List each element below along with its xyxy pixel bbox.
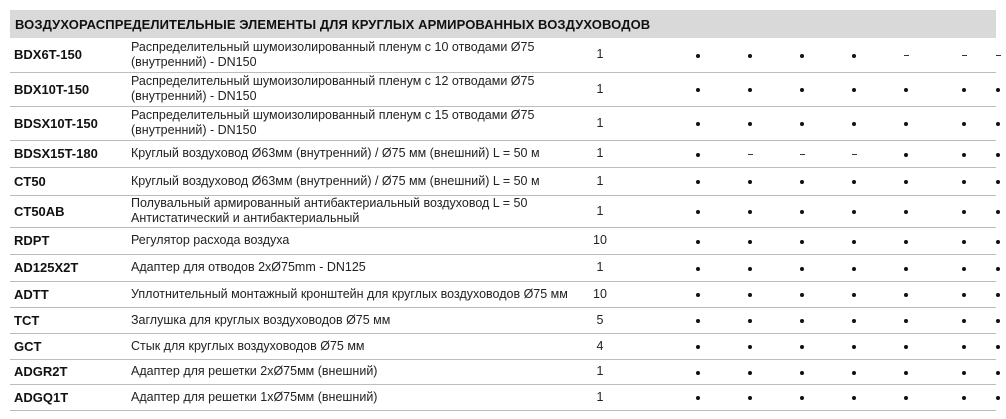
product-code: BDX6T-150: [10, 38, 131, 72]
product-code: BDSX10T-150: [10, 106, 131, 140]
product-code: ADTT: [10, 281, 131, 307]
table-row: [10, 384, 996, 410]
bullet-icon: [904, 88, 908, 92]
product-description: [131, 333, 586, 359]
description-line-1: Круглый воздуховод Ø63мм (внутренний) / Ø75 мм (внешний) L = 50 м: [131, 173, 540, 188]
compatibility-cell: [776, 359, 828, 384]
dash-icon: [748, 154, 753, 155]
table-row: [10, 359, 996, 384]
compatibility-cell: [880, 254, 932, 281]
compatibility-cell: [828, 254, 880, 281]
table-body: [10, 38, 996, 410]
compatibility-cell: [672, 307, 724, 333]
product-description: [131, 106, 586, 140]
compatibility-cell: [724, 254, 776, 281]
bullet-icon: [696, 345, 700, 349]
table-row: [10, 281, 996, 307]
compatibility-cell: [776, 227, 828, 254]
compatibility-cell: [880, 38, 932, 72]
bullet-icon: [904, 122, 908, 126]
table-row: [10, 106, 996, 140]
product-description: [131, 140, 586, 167]
bullet-icon: [996, 122, 1000, 126]
spacer-cell: [620, 254, 672, 281]
product-code: GCT: [10, 333, 131, 359]
compatibility-cell: [880, 384, 932, 410]
bullet-icon: [696, 267, 700, 271]
compatibility-cell: [724, 140, 776, 167]
compatibility-cell: [828, 384, 880, 410]
compatibility-cell: [724, 38, 776, 72]
bullet-icon: [748, 210, 752, 214]
compatibility-cell: [828, 333, 880, 359]
product-description: [131, 167, 586, 195]
compatibility-cell: [776, 140, 828, 167]
bullet-icon: [996, 210, 1000, 214]
bullet-icon: [852, 122, 856, 126]
product-code: CT50AB: [10, 195, 131, 227]
bullet-icon: [852, 345, 856, 349]
bullet-icon: [996, 240, 1000, 244]
product-description: [131, 38, 586, 72]
compatibility-cell: [932, 167, 996, 195]
description-line-1: Регулятор расхода воздуха: [131, 233, 290, 247]
table-row: [10, 227, 996, 254]
bullet-icon: [904, 293, 908, 297]
quantity: 1: [586, 106, 620, 140]
compatibility-cell: [932, 307, 996, 333]
bullet-icon: [800, 319, 804, 323]
description-line-2: (внутренний) - DN150: [131, 54, 257, 69]
bullet-icon: [852, 240, 856, 244]
compatibility-cell: [880, 72, 932, 106]
compatibility-cell: [776, 281, 828, 307]
compatibility-cell: [932, 281, 996, 307]
compatibility-cell: [724, 167, 776, 195]
description-line-1: Распределительный шумоизолированный пленум с 15 отводами Ø75: [131, 108, 535, 122]
bullet-icon: [852, 180, 856, 184]
description-line-1: Адаптер для решетки 1xØ75мм (внешний): [131, 389, 378, 404]
bullet-icon: [962, 240, 966, 244]
bullet-icon: [904, 345, 908, 349]
bullet-icon: [904, 371, 908, 375]
accessories-table: [10, 38, 996, 411]
compatibility-cell: [672, 106, 724, 140]
bullet-icon: [800, 293, 804, 297]
spacer-cell: [620, 227, 672, 254]
product-code: AD125X2T: [10, 254, 131, 281]
section-title: ВОЗДУХОРАСПРЕДЕЛИТЕЛЬНЫЕ ЭЛЕМЕНТЫ ДЛЯ КРУГЛЫХ АРМИРОВАННЫХ ВОЗДУХОВОДОВ: [10, 10, 996, 38]
bullet-icon: [800, 345, 804, 349]
bullet-icon: [996, 293, 1000, 297]
dash-icon: [852, 154, 857, 155]
bullet-icon: [962, 122, 966, 126]
bullet-icon: [748, 88, 752, 92]
bullet-icon: [996, 88, 1000, 92]
bullet-icon: [852, 210, 856, 214]
product-code: RDPT: [10, 227, 131, 254]
bullet-icon: [962, 210, 966, 214]
compatibility-cell: [880, 307, 932, 333]
bullet-icon: [904, 240, 908, 244]
compatibility-cell: [828, 359, 880, 384]
description-line-1: Стык для круглых воздуховодов Ø75 мм: [131, 338, 365, 353]
compatibility-cell: [932, 195, 996, 227]
product-code: ADGQ1T: [10, 384, 131, 410]
description-line-1: Заглушка для круглых воздуховодов Ø75 мм: [131, 312, 391, 327]
product-code: ADGR2T: [10, 359, 131, 384]
bullet-icon: [748, 267, 752, 271]
compatibility-cell: [724, 307, 776, 333]
bullet-icon: [800, 54, 804, 58]
compatibility-cell: [776, 72, 828, 106]
spacer-cell: [620, 140, 672, 167]
quantity: 1: [586, 167, 620, 195]
compatibility-cell: [724, 384, 776, 410]
dash-icon: [996, 55, 1001, 56]
spacer-cell: [620, 38, 672, 72]
description-line-2: (внутренний) - DN150: [131, 123, 257, 137]
compatibility-cell: [932, 384, 996, 410]
description-line-1: Адаптер для решетки 2xØ75мм (внешний): [131, 364, 378, 378]
bullet-icon: [696, 293, 700, 297]
compatibility-cell: [828, 106, 880, 140]
compatibility-cell: [672, 384, 724, 410]
compatibility-cell: [776, 195, 828, 227]
compatibility-cell: [724, 195, 776, 227]
compatibility-cell: [880, 359, 932, 384]
table-row: [10, 254, 996, 281]
compatibility-cell: [880, 106, 932, 140]
compatibility-cell: [932, 333, 996, 359]
table-row: [10, 195, 996, 227]
description-line-2: Антистатический и антибактериальный: [131, 211, 360, 225]
bullet-icon: [800, 180, 804, 184]
product-code: CT50: [10, 167, 131, 195]
compatibility-cell: [776, 307, 828, 333]
bullet-icon: [748, 240, 752, 244]
compatibility-cell: [724, 72, 776, 106]
dash-icon: [962, 55, 967, 56]
quantity: 1: [586, 359, 620, 384]
product-description: [131, 195, 586, 227]
compatibility-cell: [724, 106, 776, 140]
bullet-icon: [962, 319, 966, 323]
bullet-icon: [962, 371, 966, 375]
bullet-icon: [962, 293, 966, 297]
spacer-cell: [620, 333, 672, 359]
compatibility-cell: [932, 140, 996, 167]
bullet-icon: [852, 88, 856, 92]
bullet-icon: [962, 396, 966, 400]
quantity: 1: [586, 72, 620, 106]
bullet-icon: [852, 267, 856, 271]
bullet-icon: [962, 345, 966, 349]
spacer-cell: [620, 195, 672, 227]
table-row: [10, 72, 996, 106]
bullet-icon: [996, 396, 1000, 400]
compatibility-cell: [880, 195, 932, 227]
bullet-icon: [904, 153, 908, 157]
description-line-1: Распределительный шумоизолированный пленум с 10 отводами Ø75: [131, 39, 535, 54]
compatibility-cell: [932, 254, 996, 281]
compatibility-cell: [672, 227, 724, 254]
product-description: [131, 72, 586, 106]
description-line-1: Уплотнительный монтажный кронштейн для круглых воздуховодов Ø75 мм: [131, 286, 568, 301]
accessories-sheet: [10, 10, 996, 411]
compatibility-cell: [724, 281, 776, 307]
compatibility-cell: [828, 167, 880, 195]
quantity: 10: [586, 281, 620, 307]
product-description: [131, 254, 586, 281]
bullet-icon: [852, 54, 856, 58]
bullet-icon: [696, 396, 700, 400]
bullet-icon: [696, 54, 700, 58]
compatibility-cell: [776, 106, 828, 140]
compatibility-cell: [932, 227, 996, 254]
compatibility-cell: [880, 167, 932, 195]
compatibility-cell: [932, 72, 996, 106]
compatibility-cell: [828, 281, 880, 307]
compatibility-cell: [776, 38, 828, 72]
quantity: 10: [586, 227, 620, 254]
bullet-icon: [800, 267, 804, 271]
bullet-icon: [962, 267, 966, 271]
compatibility-cell: [672, 254, 724, 281]
product-code: TCT: [10, 307, 131, 333]
bullet-icon: [696, 319, 700, 323]
bullet-icon: [962, 180, 966, 184]
compatibility-cell: [672, 333, 724, 359]
spacer-cell: [620, 307, 672, 333]
bullet-icon: [996, 319, 1000, 323]
compatibility-cell: [672, 167, 724, 195]
spacer-cell: [620, 281, 672, 307]
compatibility-cell: [672, 38, 724, 72]
compatibility-cell: [932, 38, 996, 72]
bullet-icon: [800, 371, 804, 375]
bullet-icon: [800, 210, 804, 214]
dash-icon: [904, 55, 909, 56]
bullet-icon: [904, 267, 908, 271]
bullet-icon: [852, 396, 856, 400]
bullet-icon: [748, 180, 752, 184]
description-line-2: (внутренний) - DN150: [131, 89, 257, 103]
bullet-icon: [800, 240, 804, 244]
bullet-icon: [696, 88, 700, 92]
compatibility-cell: [724, 227, 776, 254]
bullet-icon: [996, 153, 1000, 157]
quantity: 1: [586, 195, 620, 227]
bullet-icon: [852, 293, 856, 297]
table-row: [10, 38, 996, 72]
bullet-icon: [696, 122, 700, 126]
table-row: [10, 167, 996, 195]
description-line-1: Распределительный шумоизолированный пленум с 12 отводами Ø75: [131, 74, 535, 88]
bullet-icon: [962, 88, 966, 92]
spacer-cell: [620, 72, 672, 106]
spacer-cell: [620, 106, 672, 140]
compatibility-cell: [880, 140, 932, 167]
compatibility-cell: [880, 333, 932, 359]
bullet-icon: [996, 345, 1000, 349]
spacer-cell: [620, 384, 672, 410]
spacer-cell: [620, 167, 672, 195]
product-description: [131, 227, 586, 254]
spacer-cell: [620, 359, 672, 384]
compatibility-cell: [880, 281, 932, 307]
table-row: [10, 333, 996, 359]
bullet-icon: [852, 319, 856, 323]
description-line-1: Адаптер для отводов 2xØ75mm - DN125: [131, 260, 366, 274]
compatibility-cell: [828, 72, 880, 106]
product-description: [131, 359, 586, 384]
quantity: 1: [586, 254, 620, 281]
quantity: 1: [586, 384, 620, 410]
bullet-icon: [904, 396, 908, 400]
compatibility-cell: [672, 281, 724, 307]
bullet-icon: [904, 319, 908, 323]
compatibility-cell: [776, 333, 828, 359]
product-code: BDSX15T-180: [10, 140, 131, 167]
bullet-icon: [696, 210, 700, 214]
bullet-icon: [904, 210, 908, 214]
compatibility-cell: [932, 106, 996, 140]
bullet-icon: [748, 396, 752, 400]
compatibility-cell: [828, 307, 880, 333]
bullet-icon: [996, 180, 1000, 184]
description-line-1: Круглый воздуховод Ø63мм (внутренний) / Ø75 мм (внешний) L = 50 м: [131, 146, 540, 160]
compatibility-cell: [672, 72, 724, 106]
compatibility-cell: [672, 359, 724, 384]
compatibility-cell: [880, 227, 932, 254]
bullet-icon: [748, 54, 752, 58]
compatibility-cell: [724, 359, 776, 384]
quantity: 5: [586, 307, 620, 333]
product-description: [131, 384, 586, 410]
bullet-icon: [852, 371, 856, 375]
bullet-icon: [696, 180, 700, 184]
compatibility-cell: [828, 227, 880, 254]
bullet-icon: [748, 371, 752, 375]
compatibility-cell: [672, 195, 724, 227]
compatibility-cell: [672, 140, 724, 167]
product-description: [131, 307, 586, 333]
table-row: [10, 140, 996, 167]
compatibility-cell: [828, 195, 880, 227]
bullet-icon: [800, 122, 804, 126]
bullet-icon: [748, 293, 752, 297]
quantity: 1: [586, 38, 620, 72]
bullet-icon: [748, 319, 752, 323]
table-row: [10, 307, 996, 333]
description-line-1: Полувальный армированный антибактериальный воздуховод L = 50: [131, 196, 528, 210]
bullet-icon: [904, 180, 908, 184]
bullet-icon: [696, 153, 700, 157]
bullet-icon: [696, 371, 700, 375]
quantity: 1: [586, 140, 620, 167]
bullet-icon: [696, 240, 700, 244]
bullet-icon: [748, 122, 752, 126]
dash-icon: [800, 154, 805, 155]
compatibility-cell: [776, 254, 828, 281]
compatibility-cell: [724, 333, 776, 359]
product-description: [131, 281, 586, 307]
product-code: BDX10T-150: [10, 72, 131, 106]
compatibility-cell: [828, 140, 880, 167]
bullet-icon: [800, 88, 804, 92]
bullet-icon: [748, 345, 752, 349]
bullet-icon: [800, 396, 804, 400]
quantity: 4: [586, 333, 620, 359]
compatibility-cell: [828, 38, 880, 72]
bullet-icon: [962, 153, 966, 157]
bullet-icon: [996, 267, 1000, 271]
compatibility-cell: [776, 167, 828, 195]
compatibility-cell: [776, 384, 828, 410]
bullet-icon: [996, 371, 1000, 375]
compatibility-cell: [932, 359, 996, 384]
